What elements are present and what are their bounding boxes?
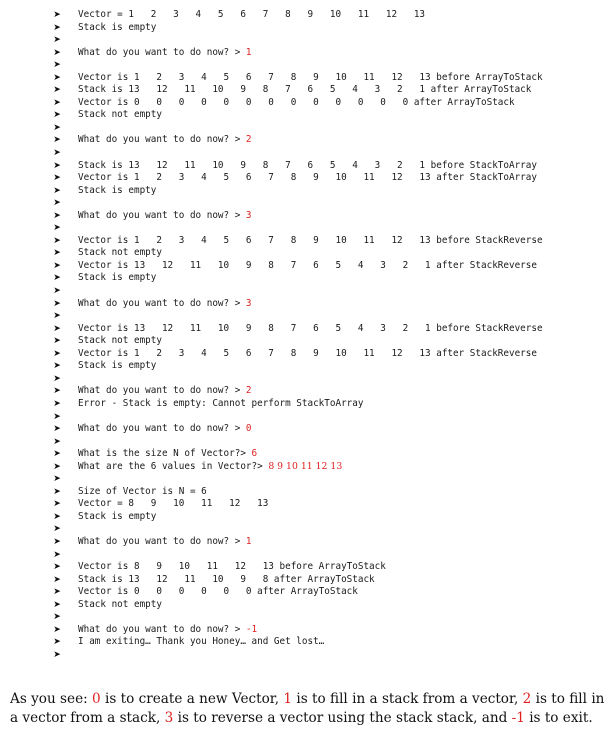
option-key: 2	[522, 691, 532, 707]
console-line	[52, 310, 612, 323]
console-output	[52, 9, 612, 661]
prompt-arrow-icon: ➤	[53, 373, 61, 384]
console-line	[52, 649, 612, 662]
console-text: Vector is 1 2 3 4 5 6 7 8 9 10 11 12 13 after StackToArray	[78, 172, 537, 184]
console-line	[52, 549, 612, 562]
console-line	[52, 323, 612, 336]
footer-text: is to fill in a vector from a stack,	[10, 691, 605, 726]
console-line	[52, 122, 612, 135]
prompt-arrow-icon: ➤	[53, 60, 61, 71]
user-input: 8 9 10 11 12 13	[268, 460, 343, 472]
prompt-arrow-icon: ➤	[53, 612, 61, 623]
console-text: What do you want to do now? > 2	[78, 385, 252, 397]
prompt-arrow-icon: ➤	[53, 424, 61, 435]
prompt-arrow-icon: ➤	[53, 273, 61, 284]
console-line	[52, 172, 612, 185]
prompt-arrow-icon: ➤	[53, 587, 61, 598]
console-text: Vector is 0 0 0 0 0 0 after ArrayToStack	[78, 586, 358, 598]
user-input: 1	[245, 46, 252, 58]
console-line	[52, 385, 612, 398]
user-input: 3	[245, 297, 252, 309]
prompt-arrow-icon: ➤	[53, 398, 61, 409]
footer-text: is to exit.	[524, 710, 593, 726]
prompt-arrow-icon: ➤	[53, 173, 61, 184]
console-line	[52, 636, 612, 649]
console-text: What do you want to do now? > 2	[78, 134, 252, 146]
footer-text: is to create a new Vector,	[100, 691, 284, 707]
prompt-arrow-icon: ➤	[53, 110, 61, 121]
console-text: Vector = 8 9 10 11 12 13	[78, 498, 269, 510]
option-key: -1	[511, 710, 525, 726]
prompt-arrow-icon: ➤	[53, 311, 61, 322]
console-line	[52, 473, 612, 486]
console-text: Stack is 13 12 11 10 9 8 7 6 5 4 3 2 1 before StackToArray	[78, 159, 537, 171]
console-line	[52, 185, 612, 198]
console-line	[52, 47, 612, 60]
console-text: Vector is 0 0 0 0 0 0 0 0 0 0 0 0 0 after ArrayToStack	[78, 96, 515, 108]
console-text: Stack not empty	[78, 247, 162, 259]
console-text: Size of Vector is N = 6	[78, 485, 207, 497]
console-line	[52, 272, 612, 285]
prompt-arrow-icon: ➤	[53, 85, 61, 96]
console-text: Stack not empty	[78, 335, 162, 347]
prompt-arrow-icon: ➤	[53, 436, 61, 447]
prompt-arrow-icon: ➤	[53, 348, 61, 359]
console-line	[52, 335, 612, 348]
prompt-arrow-icon: ➤	[53, 22, 61, 33]
console-line	[52, 247, 612, 260]
console-text: Stack is empty	[78, 272, 157, 284]
console-line	[52, 84, 612, 97]
explanation-paragraph	[10, 690, 610, 728]
prompt-arrow-icon: ➤	[53, 599, 61, 610]
prompt-arrow-icon: ➤	[53, 185, 61, 196]
console-line	[52, 398, 612, 411]
console-text: What do you want to do now? > -1	[78, 623, 258, 635]
prompt-arrow-icon: ➤	[53, 135, 61, 146]
prompt-arrow-icon: ➤	[53, 499, 61, 510]
console-line	[52, 9, 612, 22]
console-line	[52, 348, 612, 361]
prompt-arrow-icon: ➤	[53, 461, 61, 472]
footer-text: is to reverse a vector using the stack stack, and	[173, 710, 512, 726]
prompt-arrow-icon: ➤	[53, 524, 61, 535]
console-text: Error - Stack is empty: Cannot perform StackToArray	[78, 397, 364, 409]
console-line	[52, 536, 612, 549]
user-input: 2	[245, 134, 252, 146]
footer-text: is to fill in a stack from a vector,	[292, 691, 523, 707]
console-text: Stack not empty	[78, 109, 162, 121]
prompt-arrow-icon: ➤	[53, 562, 61, 573]
console-text: I am exiting… Thank you Honey… and Get lost…	[78, 636, 325, 648]
console-text: Vector is 1 2 3 4 5 6 7 8 9 10 11 12 13 after StackReverse	[78, 347, 537, 359]
prompt-arrow-icon: ➤	[53, 361, 61, 372]
console-text: Vector is 1 2 3 4 5 6 7 8 9 10 11 12 13 before StackReverse	[78, 234, 543, 246]
prompt-arrow-icon: ➤	[53, 10, 61, 20]
console-text: What do you want to do now? > 1	[78, 46, 252, 58]
console-line	[52, 34, 612, 47]
console-line	[52, 586, 612, 599]
console-text: Vector is 1 2 3 4 5 6 7 8 9 10 11 12 13 before ArrayToStack	[78, 71, 543, 83]
option-key: 1	[283, 691, 293, 707]
user-input: 0	[245, 423, 252, 435]
prompt-arrow-icon: ➤	[53, 248, 61, 259]
console-line	[52, 222, 612, 235]
prompt-arrow-icon: ➤	[53, 286, 61, 297]
prompt-arrow-icon: ➤	[53, 260, 61, 271]
console-text: Vector is 13 12 11 10 9 8 7 6 5 4 3 2 1 before StackReverse	[78, 322, 543, 334]
console-text: Stack is empty	[78, 184, 157, 196]
prompt-arrow-icon: ➤	[53, 122, 61, 133]
prompt-arrow-icon: ➤	[53, 649, 61, 660]
user-input: 1	[245, 535, 252, 547]
user-input: 2	[245, 385, 252, 397]
prompt-arrow-icon: ➤	[53, 35, 61, 46]
console-line	[52, 360, 612, 373]
console-line	[52, 97, 612, 110]
prompt-arrow-icon: ➤	[53, 511, 61, 522]
prompt-arrow-icon: ➤	[53, 624, 61, 635]
prompt-arrow-icon: ➤	[53, 210, 61, 221]
prompt-arrow-icon: ➤	[53, 411, 61, 422]
prompt-arrow-icon: ➤	[53, 72, 61, 83]
user-input: 6	[251, 448, 258, 460]
console-text: Stack is empty	[78, 21, 157, 33]
console-line	[52, 523, 612, 536]
prompt-arrow-icon: ➤	[53, 235, 61, 246]
user-input: 3	[245, 209, 252, 221]
console-line	[52, 298, 612, 311]
prompt-arrow-icon: ➤	[53, 323, 61, 334]
console-line	[52, 22, 612, 35]
console-line	[52, 285, 612, 298]
prompt-arrow-icon: ➤	[53, 549, 61, 560]
prompt-arrow-icon: ➤	[53, 97, 61, 108]
prompt-arrow-icon: ➤	[53, 198, 61, 209]
prompt-arrow-icon: ➤	[53, 148, 61, 159]
console-line	[52, 611, 612, 624]
prompt-arrow-icon: ➤	[53, 223, 61, 234]
prompt-arrow-icon: ➤	[53, 47, 61, 58]
prompt-arrow-icon: ➤	[53, 336, 61, 347]
prompt-arrow-icon: ➤	[53, 637, 61, 648]
console-text: Vector is 8 9 10 11 12 13 before ArrayToStack	[78, 561, 386, 573]
console-text: Stack is 13 12 11 10 9 8 after ArrayToStack	[78, 573, 375, 585]
prompt-arrow-icon: ➤	[53, 574, 61, 585]
console-text: Stack not empty	[78, 598, 162, 610]
console-line	[52, 59, 612, 72]
console-line	[52, 160, 612, 173]
console-line	[52, 260, 612, 273]
prompt-arrow-icon: ➤	[53, 386, 61, 397]
console-text: What do you want to do now? > 1	[78, 535, 252, 547]
footer-text: As you see:	[10, 691, 93, 707]
option-key: 0	[92, 691, 101, 707]
console-line	[52, 134, 612, 147]
console-line	[52, 498, 612, 511]
console-line	[52, 72, 612, 85]
console-line	[52, 436, 612, 449]
console-text: Stack is 13 12 11 10 9 8 7 6 5 4 3 2 1 after ArrayToStack	[78, 84, 532, 96]
console-line	[52, 448, 612, 461]
console-line	[52, 411, 612, 424]
console-line	[52, 461, 612, 474]
prompt-arrow-icon: ➤	[53, 449, 61, 460]
console-text: What are the 6 values in Vector?> 8 9 10 11 12 13	[78, 460, 343, 472]
option-key: 3	[164, 710, 174, 726]
console-text: What do you want to do now? > 0	[78, 423, 252, 435]
console-text: Vector is 13 12 11 10 9 8 7 6 5 4 3 2 1 after StackReverse	[78, 259, 537, 271]
console-text: What do you want to do now? > 3	[78, 209, 252, 221]
console-line	[52, 511, 612, 524]
console-line	[52, 147, 612, 160]
console-line	[52, 235, 612, 248]
console-text: Vector = 1 2 3 4 5 6 7 8 9 10 11 12 13	[78, 9, 426, 20]
console-line	[52, 486, 612, 499]
console-line	[52, 423, 612, 436]
console-line	[52, 561, 612, 574]
console-line	[52, 624, 612, 637]
console-line	[52, 109, 612, 122]
prompt-arrow-icon: ➤	[53, 474, 61, 485]
prompt-arrow-icon: ➤	[53, 160, 61, 171]
console-text: Stack is empty	[78, 510, 157, 522]
console-line	[52, 210, 612, 223]
console-text: What is the size N of Vector?> 6	[78, 448, 258, 460]
console-line	[52, 373, 612, 386]
user-input: -1	[245, 623, 258, 635]
console-text: What do you want to do now? > 3	[78, 297, 252, 309]
prompt-arrow-icon: ➤	[53, 536, 61, 547]
console-line	[52, 599, 612, 612]
prompt-arrow-icon: ➤	[53, 486, 61, 497]
prompt-arrow-icon: ➤	[53, 298, 61, 309]
console-line	[52, 574, 612, 587]
console-line	[52, 197, 612, 210]
console-text: Stack is empty	[78, 360, 157, 372]
